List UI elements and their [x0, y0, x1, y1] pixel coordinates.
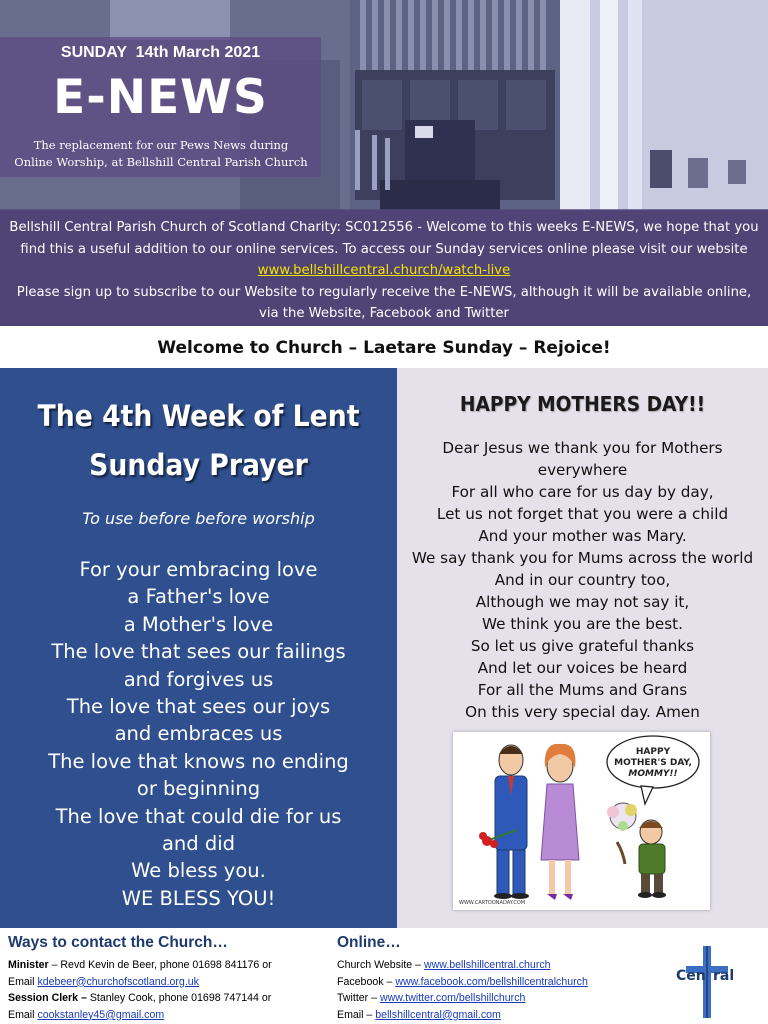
clerk-email-link[interactable]: cookstanley45@gmail.com — [37, 1008, 165, 1021]
poem-line: For all who care for us day by day, — [451, 483, 714, 501]
prayer-line: and embraces us — [114, 722, 283, 746]
clerk-label: Session Clerk – — [8, 992, 87, 1005]
prayer-panel — [0, 368, 397, 928]
email-prefix: Email — [8, 975, 38, 988]
poem-line: On this very special day. Amen — [465, 703, 700, 721]
poem-line: So let us give grateful thanks — [470, 637, 695, 655]
twitter-line — [337, 990, 657, 1007]
online-section — [337, 934, 657, 1023]
prayer-line: WE BLESS YOU! — [121, 886, 276, 910]
prayer-line: or beginning — [136, 777, 261, 801]
welcome-banner: Welcome to Church – Laetare Sunday – Rejoice! — [157, 338, 611, 358]
twitter-link[interactable]: www.twitter.com/bellshillchurch — [379, 992, 526, 1005]
facebook-link[interactable]: www.facebook.com/bellshillcentralchurch — [395, 975, 588, 988]
poem-line: Dear Jesus we thank you for Mothers — [442, 439, 723, 457]
intro-text — [6, 217, 762, 325]
poem-line: Let us not forget that you were a child — [436, 505, 729, 523]
online-heading: Online… — [337, 934, 401, 951]
facebook-line — [337, 974, 657, 991]
prayer-line: The love that sees our failings — [51, 640, 346, 664]
contact-section — [8, 934, 328, 1023]
cartoon-caption: HAPPY — [635, 747, 671, 757]
mothers-day-poem — [397, 437, 768, 723]
subtitle-line: The replacement for our Pews News during — [33, 138, 289, 152]
poem-line: For all the Mums and Grans — [477, 681, 688, 699]
header-subtitle — [6, 137, 316, 171]
poem-line: We think you are the best. — [482, 615, 683, 633]
subtitle-line: Online Worship, at Bellshill Central Parish Church — [14, 155, 308, 169]
mothers-day-panel — [397, 368, 768, 928]
prayer-line: For your embracing love — [79, 558, 318, 581]
intro-paragraph: Bellshill Central Parish Church of Scotland Charity: SC012556 - Welcome to this weeks E-NEWS, we hope that you find this a useful addition to our online services. To access our Sunday services online please visit our website — [9, 220, 759, 257]
facebook-label: Facebook – — [337, 975, 396, 988]
mothers-day-title: HAPPY MOTHERS DAY!! — [459, 392, 706, 416]
minister-details: – Revd Kevin de Beer, phone 01698 841176 or — [48, 959, 272, 971]
footer — [0, 928, 768, 1024]
poem-line: We say thank you for Mums across the world — [411, 549, 754, 567]
prayer-text — [0, 556, 397, 912]
cartoon-caption: MOTHER'S DAY, — [614, 758, 692, 768]
central-church-logo — [672, 942, 742, 1022]
prayer-line: and forgives us — [123, 667, 274, 691]
poem-line: Although we may not say it, — [475, 593, 690, 611]
minister-email-link[interactable]: kdebeer@churchofscotland.org.uk — [37, 975, 199, 988]
prayer-subtitle: To use before before worship — [82, 509, 315, 528]
logo-text: Cen — [676, 968, 706, 984]
prayer-line: a Mother's love — [123, 612, 274, 636]
subscribe-paragraph: Please sign up to subscribe to our Website to regularly receive the E-NEWS, although it will be available online, via the Website, Facebook and Twitter — [16, 284, 752, 321]
minister-label: Minister — [8, 959, 49, 971]
website-link[interactable]: www.bellshillcentral.church — [423, 959, 551, 971]
email-prefix: Email — [8, 1008, 38, 1021]
prayer-line: We bless you. — [131, 859, 266, 883]
logo-text: ral — [713, 968, 735, 984]
church-email-link[interactable]: bellshillcentral@gmail.com — [375, 1008, 501, 1021]
clerk-details: Stanley Cook, phone 01698 747144 or — [86, 992, 272, 1005]
watch-live-link[interactable]: www.bellshillcentral.church/watch-live — [257, 263, 511, 278]
email-line — [337, 1007, 657, 1024]
website-label: Church Website – — [337, 959, 424, 971]
cartoon-caption: MOMMY!! — [628, 769, 678, 779]
poem-line: everywhere — [537, 461, 628, 479]
mothers-day-cartoon — [453, 732, 710, 910]
issue-date: SUNDAY 14th March 2021 — [60, 44, 261, 61]
minister-line — [8, 957, 328, 974]
header-banner — [0, 0, 768, 326]
website-line — [337, 957, 657, 974]
prayer-line: The love that knows no ending — [48, 749, 349, 773]
clerk-line — [8, 990, 328, 1007]
cartoon-illustration — [453, 732, 710, 910]
minister-email-line — [8, 974, 328, 991]
poem-line: And your mother was Mary. — [478, 527, 687, 545]
email-label: Email – — [337, 1008, 376, 1021]
prayer-title — [16, 392, 381, 490]
prayer-line: The love that sees our joys — [66, 695, 331, 719]
clerk-email-line — [8, 1007, 328, 1024]
prayer-line: The love that could die for us — [55, 804, 342, 828]
contact-heading: Ways to contact the Church… — [8, 934, 228, 951]
prayer-line: a Father's love — [127, 585, 270, 609]
prayer-title-line: The 4th Week of Lent — [37, 399, 360, 433]
twitter-label: Twitter – — [337, 992, 380, 1005]
prayer-line: and did — [161, 832, 236, 856]
poem-line: And in our country too, — [494, 571, 671, 589]
prayer-title-line: Sunday Prayer — [89, 448, 308, 482]
page-title: E-NEWS — [53, 70, 268, 125]
poem-line: And let our voices be heard — [477, 659, 688, 677]
cartoon-credit: WWW.CARTOONADAY.COM — [459, 900, 526, 906]
